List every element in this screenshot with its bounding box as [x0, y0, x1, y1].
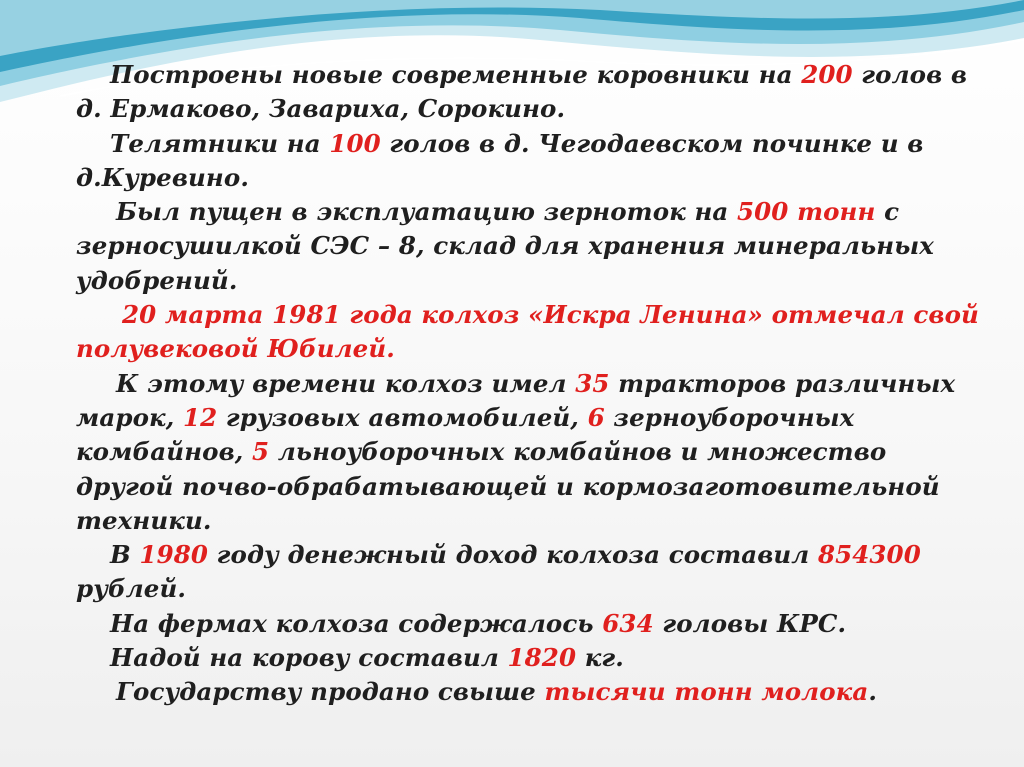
- text-line: полувековой Юбилей.: [76, 334, 395, 364]
- text-line: К этому времени колхоз имел 35 тракторов различных: [116, 368, 956, 398]
- text-line: д. Ермаково, Заварихa, Сорокино.: [76, 94, 566, 124]
- text-line: Построены новые современные коровники на 200 голов в: [110, 60, 968, 89]
- text-line: удобрений.: [76, 265, 238, 295]
- text-line: Надой на корову составил 1820 кг.: [110, 643, 624, 673]
- text-line: другой почво-обрабатывающей и кормозаготовительной: [76, 471, 940, 501]
- slide-text: [76, 58, 979, 710]
- text-line: рублей.: [76, 574, 187, 604]
- text-line: комбайнов, 5 льноуборочных комбайнов и множество: [76, 437, 887, 467]
- text-line: 20 марта 1981 года колхоз «Искра Ленина» отмечал свой: [122, 300, 979, 330]
- text-line: зерносушилкой СЭС – 8, склад для хранения минеральных: [76, 231, 934, 261]
- text-line: В 1980 году денежный доход колхоза составил 854300: [110, 540, 921, 570]
- text-line: д.Куревино.: [76, 162, 249, 192]
- text-line: Был пущен в эксплуатацию зерноток на 500 тонн с: [116, 197, 900, 227]
- text-line: марок, 12 грузовых автомобилей, 6 зерноуборочных: [76, 402, 855, 432]
- text-line: техники.: [76, 505, 212, 535]
- text-line: Государству продано свыше тысячи тонн молока.: [116, 677, 877, 707]
- text-line: На фермах колхоза содержалось 634 головы КРС.: [110, 608, 847, 638]
- text-line: Телятники на 100 голов в д. Чегодаевском починке и в: [110, 128, 924, 158]
